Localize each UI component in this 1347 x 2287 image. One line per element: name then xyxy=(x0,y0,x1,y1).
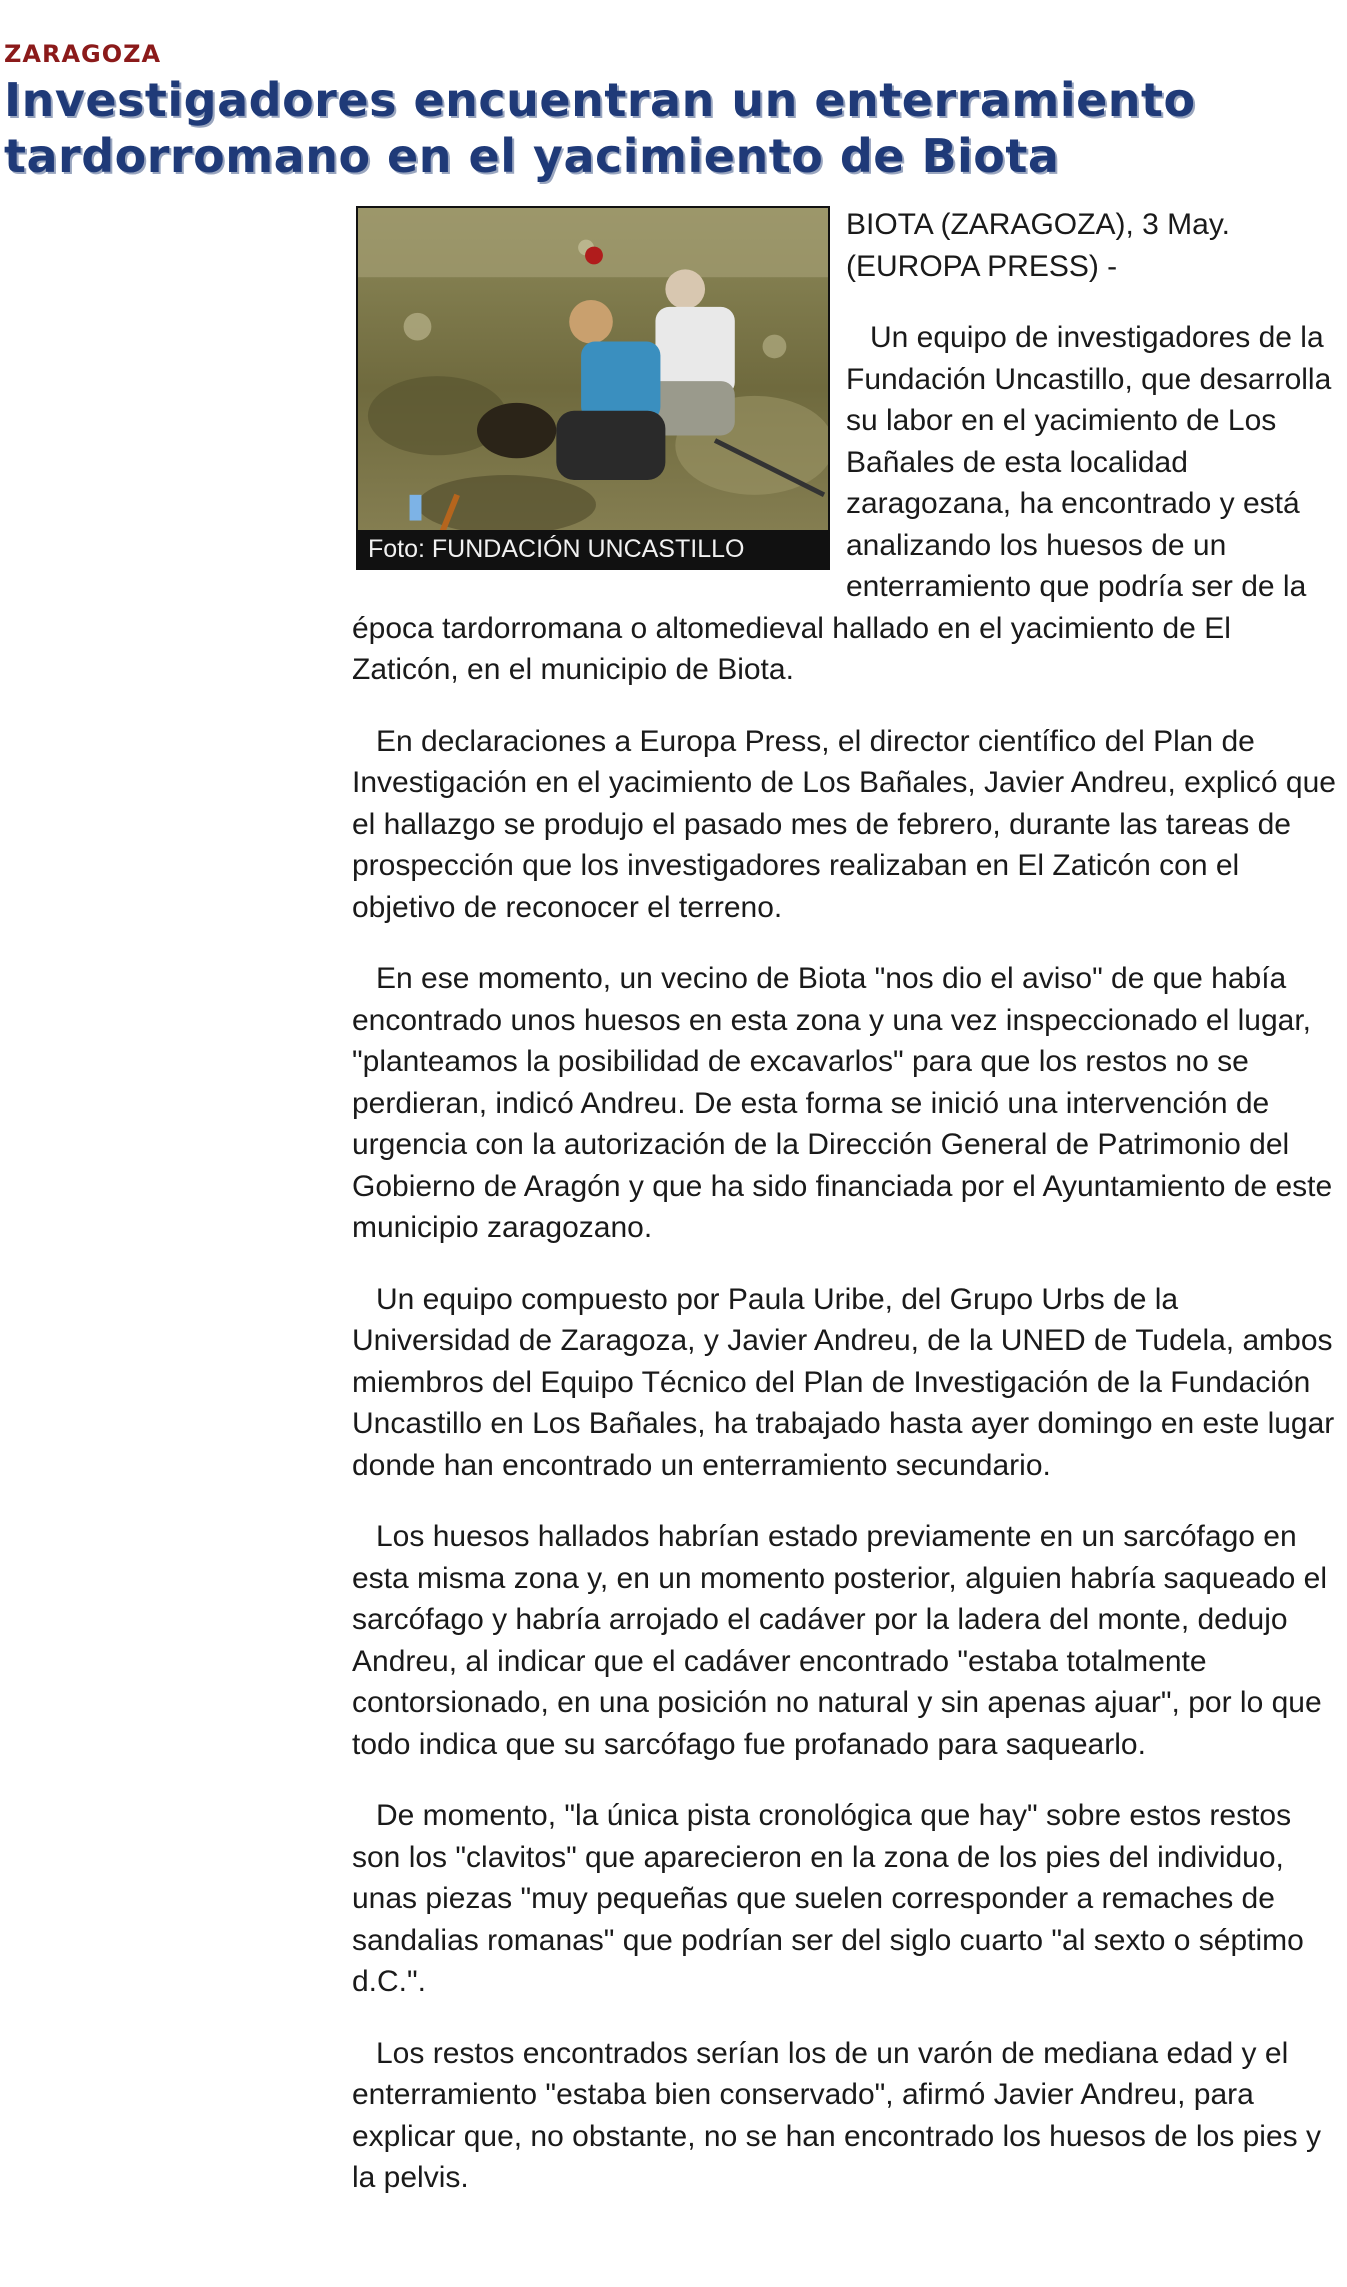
article-paragraph: Un equipo compuesto por Paula Uribe, del Grupo Urbs de la Universidad de Zaragoza, y Javier Andreu, de la UNED de Tudela, ambos miembros del Equipo Técnico del Plan de Investigación de la Fundación Uncastillo en Los Bañales, ha trabajado hasta ayer domingo en este lugar donde han encontrado un enterramiento secundario. xyxy=(352,1282,1335,1482)
dateline-location-date: BIOTA (ZARAGOZA), 3 May. xyxy=(846,208,1230,241)
article-paragraph: Los huesos hallados habrían estado previamente en un sarcófago en esta misma zona y, en un momento posterior, alguien habría saqueado el sarcófago y habría arrojado el cadáver por la ladera del monte, dedujo Andreu, al indicar que el cadáver encontrado "estaba totalmente contorsionado, en una posición no natural y sin apenas ajuar", por lo que todo indica que su sarcófago fue profanado para saquearlo. xyxy=(352,1520,1328,1761)
photo-caption: Foto: FUNDACIÓN UNCASTILLO xyxy=(358,530,828,568)
headline: Investigadores encuentran un enterramiento tardorromano en el yacimiento de Biota xyxy=(4,73,1196,183)
article-paragraph: En declaraciones a Europa Press, el director científico del Plan de Investigación en el yacimiento de Los Bañales, Javier Andreu, explicó que el hallazgo se produjo el pasado mes de febrero, durante las tareas de prospección que los investigadores realizaban en El Zaticón con el objetivo de reconocer el terreno. xyxy=(352,724,1336,924)
article-paragraph: Los restos encontrados serían los de un varón de mediana edad y el enterramiento "estaba bien conservado", afirmó Javier Andreu, para explicar que, no obstante, no se han encontrado los huesos de los pies y la pelvis. xyxy=(352,2036,1321,2194)
article-paragraph: De momento, "la única pista cronológica que hay" sobre estos restos son los "clavitos" que aparecieron en la zona de los pies del individuo, unas piezas "muy pequeñas que suelen corresponder a remaches de sandalias romanas" que podrían ser del siglo cuarto "al sexto o séptimo d.C.". xyxy=(352,1799,1304,1998)
article-paragraph: En ese momento, un vecino de Biota "nos dio el aviso" de que había encontrado unos huesos en esta zona y una vez inspeccionado el lugar, "planteamos la posibilidad de excavarlos" para que los restos no se perdieran, indicó Andreu. De esta forma se inició una intervención de urgencia con la autorización de la Dirección General de Patrimonio del Gobierno de Aragón y que ha sido financiada por el Ayuntamiento de este municipio zaragozano. xyxy=(352,962,1333,1244)
dateline-agency: (EUROPA PRESS) - xyxy=(846,249,1118,283)
excavation-photo-illustration xyxy=(358,208,828,568)
article-paragraph: Un equipo de investigadores de la Fundación Uncastillo, que desarrolla su labor en el yacimiento de Los Bañales de esta localidad zaragozana, ha encontrado y está analizando los huesos de un enterramiento que podría ser de la época tardorromana o altomedieval hallado en el yacimiento de El Zaticón, en el municipio de Biota. xyxy=(352,321,1332,686)
section-label: ZARAGOZA xyxy=(4,40,162,68)
article-body xyxy=(352,204,1342,2229)
article-photo xyxy=(356,206,830,570)
